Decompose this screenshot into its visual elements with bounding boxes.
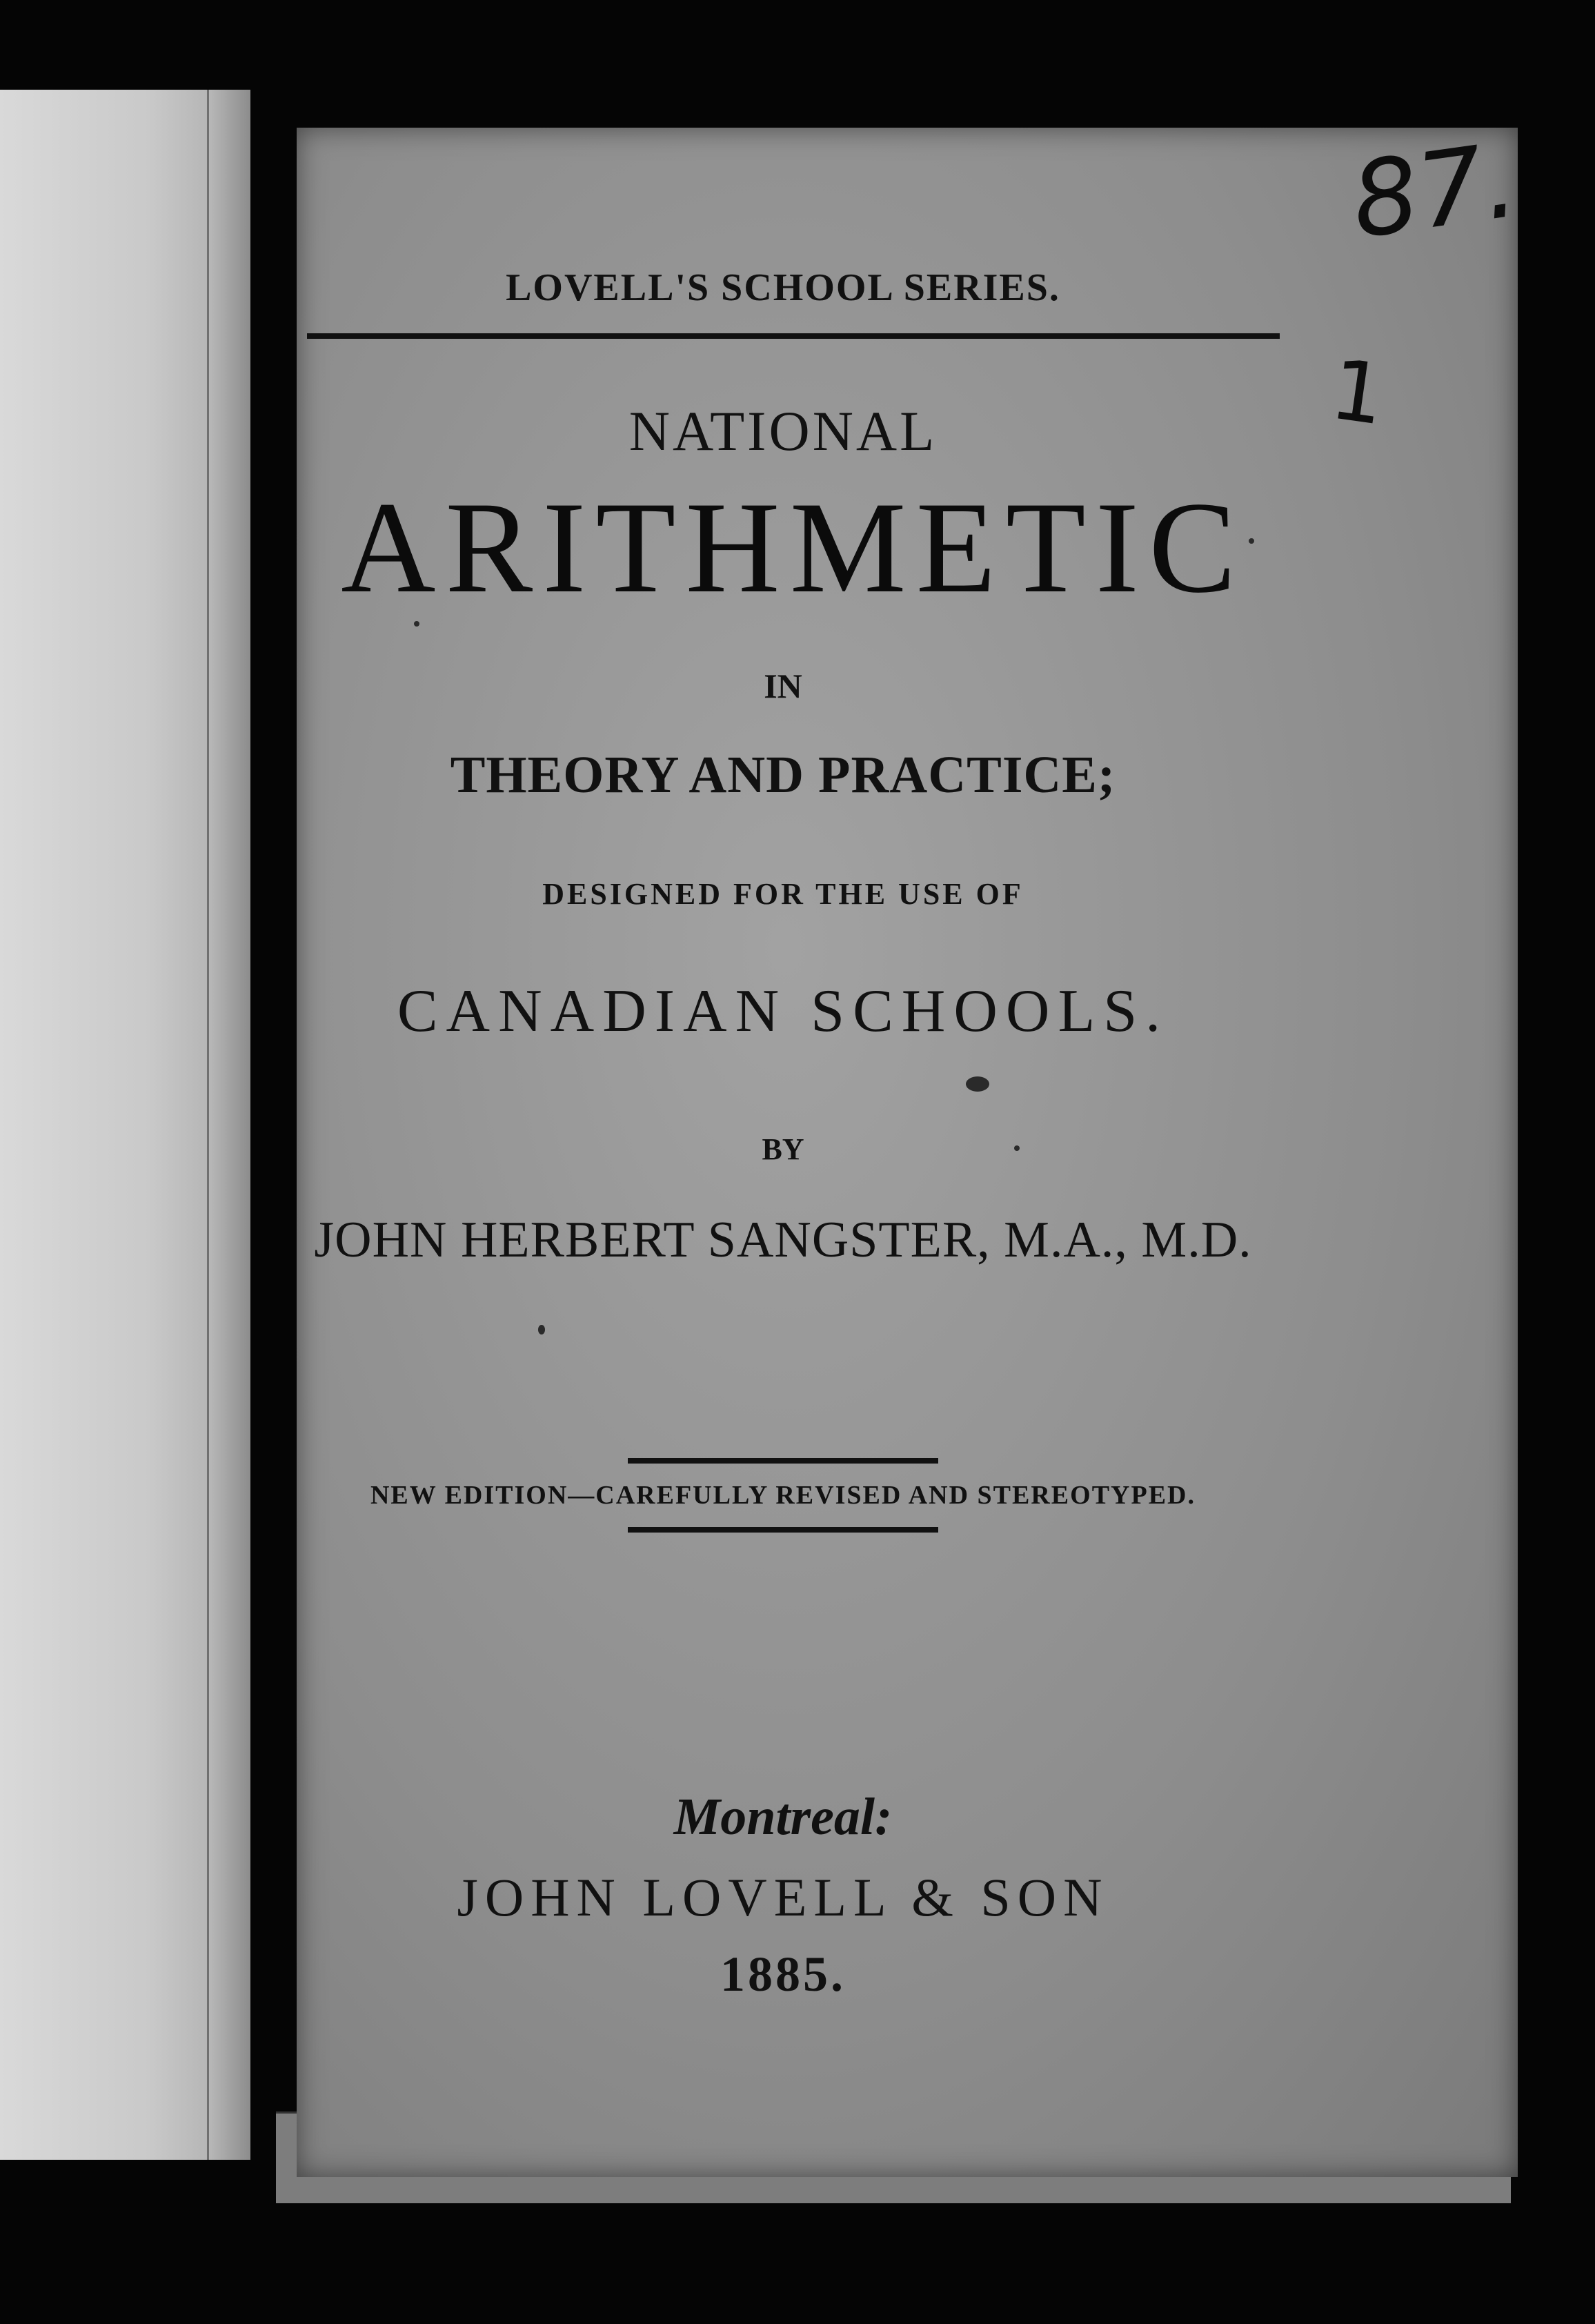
- edition-rule-top: [628, 1458, 938, 1464]
- facing-page-edge: [207, 90, 250, 2160]
- publication-place: Montreal:: [673, 1788, 893, 1846]
- audience-line: CANADIAN SCHOOLS.: [397, 978, 1169, 1045]
- author-name: JOHN HERBERT SANGSTER, M.A., M.D.: [314, 1212, 1252, 1268]
- edition-rule-bottom: [628, 1527, 938, 1533]
- publication-year: 1885.: [720, 1947, 846, 2002]
- paper-speck: [966, 1076, 989, 1092]
- handwritten-mark: 1: [1325, 342, 1391, 444]
- edition-note: NEW EDITION—CAREFULLY REVISED AND STEREOTYPED.: [370, 1481, 1196, 1510]
- designed-for-line: DESIGNED FOR THE USE OF: [542, 877, 1024, 911]
- top-rule: [307, 333, 1280, 339]
- by-line: BY: [762, 1132, 804, 1166]
- handwritten-number: 87.: [1345, 120, 1525, 262]
- paper-speck: [538, 1325, 545, 1335]
- publisher-name: JOHN LOVELL & SON: [457, 1867, 1109, 1927]
- subtitle: THEORY AND PRACTICE;: [450, 746, 1116, 804]
- title-line-1: NATIONAL: [628, 400, 938, 462]
- title-connector: IN: [764, 667, 802, 705]
- main-title: ARITHMETIC: [341, 475, 1246, 620]
- series-heading: LOVELL'S SCHOOL SERIES.: [506, 266, 1060, 309]
